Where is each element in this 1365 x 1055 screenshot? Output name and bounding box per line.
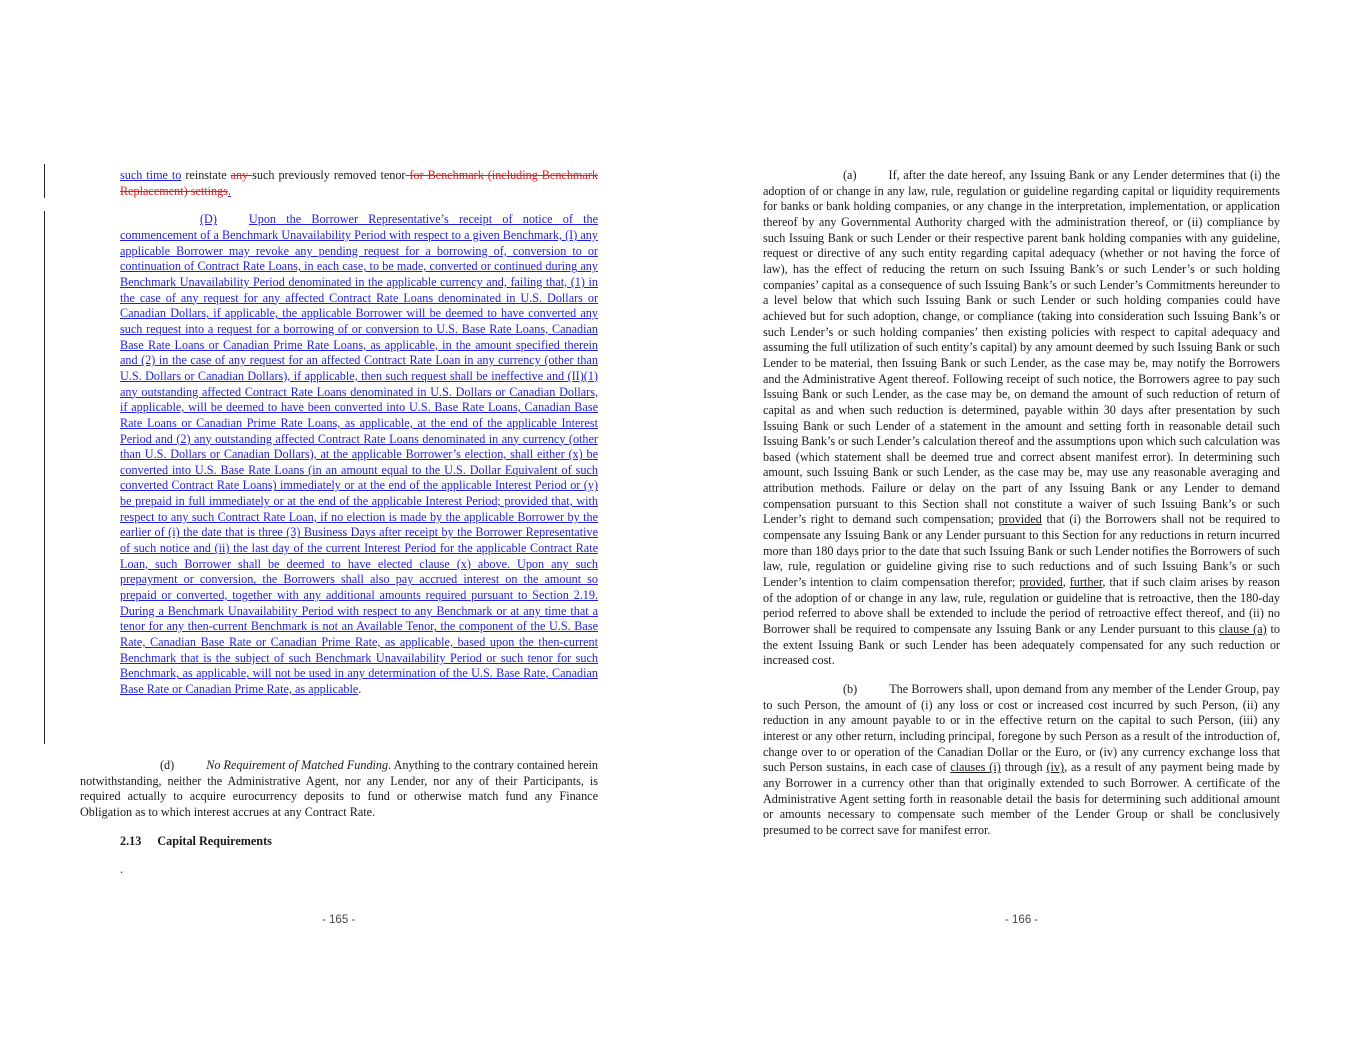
text-run: through [1000, 760, 1047, 775]
text-run: reinstate [181, 168, 231, 182]
text-run: , [1062, 575, 1070, 590]
clause-reference: (iv) [1046, 760, 1065, 775]
deleted-text: for Benchmark (including Benchmark Replacement) settings [120, 168, 598, 198]
page-number: - 166 - [1005, 914, 1039, 926]
text-run: such previously removed tenor [252, 168, 406, 182]
paragraph-label: (b) [843, 682, 858, 696]
page-number: - 165 - [322, 914, 356, 926]
paragraph-a [763, 168, 1280, 669]
text-run: If, after the date hereof, any Issuing Bank or any Lender determines that (i) the adoption of or change in any law, rule, regulation or guideline regarding capital or liquidity requirements for banks or bank holding companies, or any change in the interpretation, implementation, or application thereof by any Governmental Authority charged with the administration thereof, or (ii) compliance by such Issuing Bank or such Lender or their respective parent bank holding companies with any guideline, request or directive of any such entity regarding capital adequacy (whether or not having the force of law), has the effect of reducing the return on such Issuing Bank’s or such Lender’s or such holding companies’ capital as a consequence of such Issuing Bank’s or such Lender’s Commitments hereunder to a level below that which such Issuing Bank or such Lender or such holding companies could have achieved but for such adoption, change, or compliance (taking into consideration such Issuing Bank’s or such Lender’s or such holding companies’ then existing policies with respect to capital adequacy and assuming the full utilization of such entity’s capital) by any amount deemed by such Issuing Bank or such Lender to be material, then Issuing Bank or such Lender, as the case may be, may notify the Borrowers and the Administrative Agent thereof. Following receipt of such notice, the Borrowers agree to pay such Issuing Bank or such Lender, as the case may be, on demand the amount of such reduction of return of capital as and when such reduction is determined, payable within 30 days after presentation by such Issuing Bank or such Lender of a statement in the amount and setting forth in reasonable detail such Issuing Bank’s or such Lender’s calculation thereof and the assumptions upon which such calculation was based (which statement shall be deemed true and correct absent manifest error). In determining such amount, such Issuing Bank or such Lender, as the case may be, may use any reasonable averaging and attribution methods. Failure or delay on the part of any Issuing Bank or any Lender to demand compensation pursuant to this Section shall not constitute a waiver of such Issuing Bank’s or such Lender’s right to demand such compensation; [763, 168, 1280, 527]
text-run: . [358, 682, 362, 696]
section-heading [120, 834, 520, 850]
paragraph-text: . Anything to the contrary contained herein notwithstanding, neither the Administrative Agent, nor any Lender, nor any of their Participants, is required actually to acquire eurocurrency deposits to fund or otherwise match fund any Finance Obligation as to which interest accrues at any Contract Rate. [80, 758, 598, 819]
underlined-term: provided [998, 512, 1042, 527]
underlined-term: further [1069, 575, 1103, 590]
inserted-text: . [227, 183, 232, 198]
paragraph-label: (a) [843, 168, 857, 182]
text-run: The Borrowers shall, upon demand from any member of the Lender Group, pay to such Person, the amount of (i) any loss or cost or increased cost incurred by such Person, (ii) any reduction in any amount payable to or in the effective return on the capital to such Person, (iii) any interest or any other return, including principal, foregone by such Person as a result of the introduction of, change over to or operation of the Canadian Dollar or the Euro, or (iv) any currency exchange loss that such Person sustains, in each case of [763, 682, 1280, 775]
clause-reference: clause (a) [1218, 622, 1267, 637]
page-166 [683, 0, 1365, 1055]
inserted-text: Upon the Borrower Representative’s receipt of notice of the commencement of a Benchmark Unavailability Period with respect to a given Benchmark, (I) any applicable Borrower may revoke any pending request for a borrowing of, conversion to or continuation of Contract Rate Loans, in each case, to be made, converted or continued during any Benchmark Unavailability Period denominated in the applicable currency and, failing that, (1) in the case of any request for any affected Contract Rate Loans denominated in U.S. Dollars or Canadian Dollars, if applicable, the applicable Borrower will be deemed to have converted any such request into a request for a borrowing of or conversion to U.S. Base Rate Loans, Canadian Base Rate Loans or Canadian Prime Rate Loans, as applicable, in the amount specified therein and (2) in the case of any request for an affected Contract Rate Loan in any currency (other than U.S. Dollars or Canadian Dollars), if applicable, then such request shall be ineffective and (II)(1) any outstanding affected Contract Rate Loans denominated in U.S. Dollars or Canadian Dollars, if applicable, will be deemed to have been converted into U.S. Base Rate Loans, Canadian Base Rate Loans or Canadian Prime Rate Loans, as applicable, at the end of the applicable Interest Period and (2) any outstanding affected Contract Rate Loans denominated in any currency (other than U.S. Dollars or Canadian Dollars), at the applicable Borrower’s election, shall either (x) be converted into U.S. Base Rate Loans (in an amount equal to the U.S. Dollar Equivalent of such converted Contract Rate Loans) immediately or at the end of the applicable Interest Period or (y) be prepaid in full immediately or at the end of the applicable Interest Period; provided that, with respect to any such Contract Rate Loan, if no election is made by the applicable Borrower by the earlier of (i) the date that is three (3) Business Days after receipt by the Borrower Representative of such notice and (ii) the last day of the current Interest Period for the applicable Contract Rate Loan, such Borrower shall be deemed to have elected clause (x) above. Upon any such prepayment or conversion, the Borrowers shall also pay accrued interest on the amount so prepaid or converted, together with any additional amounts required pursuant to Section 2.19. During a Benchmark Unavailability Period with respect to any Benchmark or at any time that a tenor for any then-current Benchmark is not an Available Tenor, the component of the U.S. Base Rate, Canadian Base Rate or Canadian Prime Rate, as applicable, based upon the then-current Benchmark that is the subject of such Benchmark Unavailability Period or such tenor for such Benchmark, as applicable, will not be used in any determination of the U.S. Base Rate, Canadian Base Rate or Canadian Prime Rate, as applicable [120, 212, 598, 696]
text-run: to the extent Issuing Bank or such Lender has been adequately compensated for any such reduction or increased cost. [763, 622, 1280, 668]
change-bar-main [44, 211, 45, 744]
carry-over-paragraph [120, 168, 598, 199]
trailing-dot: . [120, 862, 124, 876]
right-column [763, 168, 1280, 839]
section-number: 2.13 [120, 834, 142, 848]
change-bar-top [44, 164, 45, 198]
paragraph-label: (d) [160, 758, 175, 772]
left-column [120, 168, 598, 698]
deleted-text: any [230, 168, 253, 182]
text-run: , as a result of any payment being made by any Borrower in a currency other than that originally extended to such Borrower. A certificate of the Administrative Agent setting forth in reasonable detail the basis for determining such additional amount or amounts necessary to compensate such member of the Lender Group or shall be conclusively presumed to be correct save for manifest error. [763, 760, 1281, 837]
paragraph-label: (D) [200, 212, 217, 227]
paragraph-D [120, 212, 598, 697]
paragraph-d [80, 758, 598, 821]
section-title: Capital Requirements [157, 834, 272, 848]
paragraph-b [763, 682, 1280, 839]
clause-reference: clauses (i) [950, 760, 1001, 775]
text-run: that (i) the Borrowers shall not be required to compensate any Issuing Bank or any Lender pursuant to this Section for any reductions in return incurred more than 180 days prior to the date that such Issuing Bank or such Lender notifies the Borrowers of such law, rule, regulation or guideline giving rise to such reductions and of such Issuing Bank’s or such Lender’s intention to claim compensation therefor; [763, 512, 1280, 590]
paragraph-title: No Requirement of Matched Funding [206, 758, 389, 772]
underlined-term: provided [1019, 575, 1063, 590]
text-run: , that if such claim arises by reason of the adoption of or change in any law, rule, regulation or guideline that is retroactive, then the 180-day period referred to above shall be extended to include the period of retroactive effect thereof, and (ii) no Borrower shall be required to compensate any Issuing Bank or any Lender pursuant to this [763, 575, 1281, 637]
inserted-text: such time to [120, 168, 182, 182]
